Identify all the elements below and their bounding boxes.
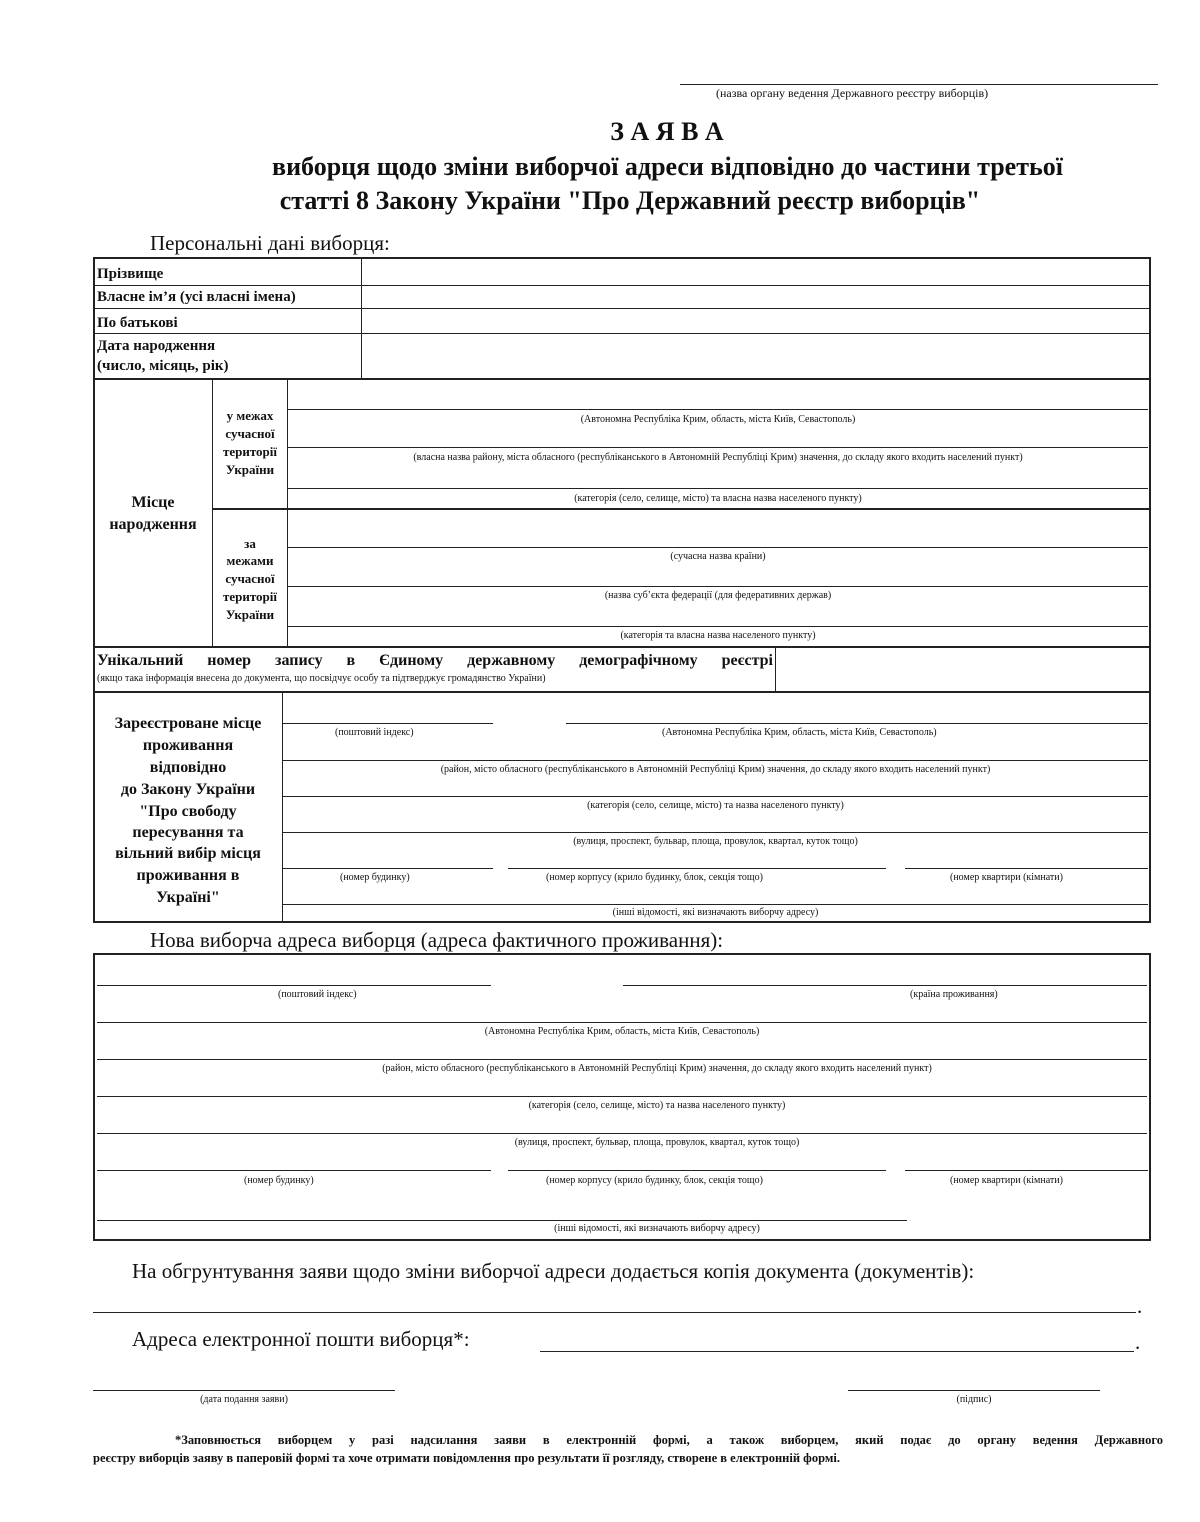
registered-address-4: до Закону України	[120, 781, 256, 798]
new-district-line[interactable]	[97, 1059, 1147, 1060]
reg-postal-caption: (поштовий індекс)	[335, 727, 414, 738]
within-ukraine-3: території	[222, 444, 278, 459]
reg-settlement-caption: (категорія (село, селище, місто) та назва населеного пункту)	[587, 800, 844, 811]
unique-number-note: (якщо така інформація внесена до документа, що посвідчує особу та підтверджує громадянство України)	[97, 673, 546, 684]
registered-address-6: пересування та	[132, 824, 244, 841]
unique-number-field[interactable]	[777, 648, 1149, 690]
documents-period: .	[1137, 1294, 1143, 1318]
registered-address-8: проживання в	[136, 867, 240, 884]
doc-title: З А Я В А	[610, 117, 724, 146]
new-settlement-line[interactable]	[97, 1096, 1147, 1097]
reg-region-caption: (Автономна Республіка Крим, область, міста Київ, Севастополь)	[662, 727, 937, 738]
new-settlement-caption: (категорія (село, селище, місто) та назва населеного пункту)	[528, 1100, 786, 1111]
outside-ukraine-1: за	[244, 536, 256, 551]
new-house-caption: (номер будинку)	[244, 1175, 314, 1186]
within-settlement-caption: (категорія (село, селище, місто) та власна назва населеного пункту)	[574, 493, 862, 504]
new-apartment-caption: (номер квартири (кімнати)	[950, 1175, 1063, 1186]
outside-country-caption: (сучасна назва країни)	[670, 551, 766, 562]
registered-address-2: проживання	[142, 737, 234, 754]
new-address-heading: Нова виборча адреса виборця (адреса фактичного проживання):	[150, 928, 724, 952]
given-names-label: Власне ім’я (усі власні імена)	[97, 289, 296, 305]
reg-other-line[interactable]	[283, 904, 1148, 905]
signature-line[interactable]	[848, 1390, 1100, 1391]
reg-settlement-line[interactable]	[283, 796, 1148, 797]
outside-settlement-line[interactable]	[288, 626, 1148, 627]
registered-address-9: Україні"	[156, 889, 220, 906]
date-line[interactable]	[93, 1390, 395, 1391]
new-postal-caption: (поштовий індекс)	[278, 989, 357, 1000]
birthplace-label-2: народження	[109, 516, 197, 533]
reg-region-line[interactable]	[566, 723, 1148, 724]
new-region-caption: (Автономна Республіка Крим, область, міста Київ, Севастополь)	[484, 1026, 760, 1037]
outside-ukraine-5: України	[225, 607, 275, 622]
organ-name-line[interactable]	[680, 84, 1158, 85]
new-other-caption: (інші відомості, які визначають виборчу адресу)	[554, 1223, 760, 1234]
new-street-line[interactable]	[97, 1133, 1147, 1134]
reg-other-caption: (інші відомості, які визначають виборчу адресу)	[612, 907, 819, 918]
new-building-caption: (номер корпусу (крило будинку, блок, секція тощо)	[546, 1175, 763, 1186]
email-period: .	[1135, 1330, 1141, 1354]
date-caption: (дата подання заяви)	[200, 1394, 288, 1405]
reg-district-line[interactable]	[283, 760, 1148, 761]
doc-subtitle-1: виборця щодо зміни виборчої адреси відповідно до частини третьої	[272, 152, 1063, 181]
justification-text: На обгрунтування заяви щодо зміни виборчої адреси додається копія документа (документів):	[132, 1259, 975, 1283]
registered-address-7: вільний вибір місця	[115, 845, 261, 862]
surname-label: Прізвище	[97, 266, 164, 282]
within-region-caption: (Автономна Республіка Крим, область, міста Київ, Севастополь)	[580, 414, 856, 425]
email-label: Адреса електронної пошти виборця*:	[132, 1327, 470, 1351]
registered-address-5: "Про свободу	[139, 803, 237, 820]
reg-apartment-caption: (номер квартири (кімнати)	[950, 872, 1063, 883]
new-country-line[interactable]	[623, 985, 1147, 986]
new-building-line[interactable]	[508, 1170, 886, 1171]
reg-district-caption: (район, місто обласного (республіканського в Автономній Республіці Крим) значення, до складу якого входить населений пункт)	[440, 764, 991, 775]
footnote-line-2: реєстру виборців заяву в паперовій формі та хоче отримати повідомлення про результати її розгляду, створене в електронній формі.	[93, 1451, 840, 1465]
within-ukraine-1: у межах	[226, 408, 274, 423]
within-region-line[interactable]	[288, 409, 1148, 410]
new-country-caption: (країна проживання)	[910, 989, 998, 1000]
patronymic-field[interactable]	[362, 309, 1148, 333]
birth-date-field[interactable]	[362, 334, 1148, 378]
outside-country-line[interactable]	[288, 547, 1148, 548]
new-region-line[interactable]	[97, 1022, 1147, 1023]
outside-subject-caption: (назва суб’єкта федерації (для федеративних держав)	[604, 590, 832, 601]
new-apartment-line[interactable]	[905, 1170, 1148, 1171]
doc-subtitle-2: статті 8 Закону України "Про Державний реєстр виборців"	[279, 186, 981, 215]
given-names-field[interactable]	[362, 286, 1148, 308]
outside-ukraine-4: території	[222, 589, 278, 604]
reg-apartment-line[interactable]	[905, 868, 1148, 869]
within-district-line[interactable]	[288, 447, 1148, 448]
outside-subject-line[interactable]	[288, 586, 1148, 587]
reg-building-caption: (номер корпусу (крило будинку, блок, секція тощо)	[546, 872, 763, 883]
reg-street-line[interactable]	[283, 832, 1148, 833]
documents-line[interactable]	[93, 1312, 1136, 1313]
reg-postal-line[interactable]	[283, 723, 493, 724]
birth-date-label: Дата народження	[97, 338, 216, 354]
outside-ukraine-2: межами	[226, 553, 274, 568]
outside-settlement-caption: (категорія та власна назва населеного пункту)	[620, 630, 816, 641]
outside-ukraine-3: сучасної	[225, 571, 275, 586]
within-ukraine-4: України	[225, 462, 275, 477]
birth-date-format: (число, місяць, рік)	[97, 358, 229, 374]
within-settlement-line[interactable]	[288, 488, 1148, 489]
registered-address-1: Зареєстроване місце	[114, 715, 262, 732]
surname-field[interactable]	[362, 259, 1148, 285]
reg-house-caption: (номер будинку)	[340, 872, 410, 883]
reg-building-line[interactable]	[508, 868, 886, 869]
organ-caption: (назва органу ведення Державного реєстру виборців)	[716, 86, 989, 100]
new-postal-line[interactable]	[97, 985, 491, 986]
patronymic-label: По батькові	[97, 315, 178, 331]
email-line[interactable]	[540, 1351, 1134, 1352]
new-other-line[interactable]	[97, 1220, 907, 1221]
new-district-caption: (район, місто обласного (республіканського в Автономній Республіці Крим) значення, до складу якого входить населений пункт)	[382, 1063, 932, 1074]
within-ukraine-2: сучасної	[225, 426, 275, 441]
personal-data-heading: Персональні дані виборця:	[150, 231, 390, 255]
reg-street-caption: (вулиця, проспект, бульвар, площа, провулок, квартал, куток тощо)	[573, 836, 858, 847]
unique-number-label: Унікальний номер запису в Єдиному державному демографічному реєстрі	[97, 652, 773, 669]
footnote-line-1: *Заповнюється виборцем у разі надсилання заяви в електронній формі, а також виборцем, який подає до органу ведення Державного	[175, 1433, 1163, 1447]
new-house-line[interactable]	[97, 1170, 491, 1171]
new-street-caption: (вулиця, проспект, бульвар, площа, провулок, квартал, куток тощо)	[514, 1137, 800, 1148]
registered-address-3: відповідно	[149, 759, 227, 776]
reg-house-line[interactable]	[283, 868, 493, 869]
within-district-caption: (власна назва району, міста обласного (республіканського в Автономній Республіці Крим) значення, до складу якого входить населений пункт)	[413, 452, 1023, 463]
signature-caption: (підпис)	[956, 1394, 992, 1405]
birthplace-label-1: Місце	[131, 494, 175, 511]
